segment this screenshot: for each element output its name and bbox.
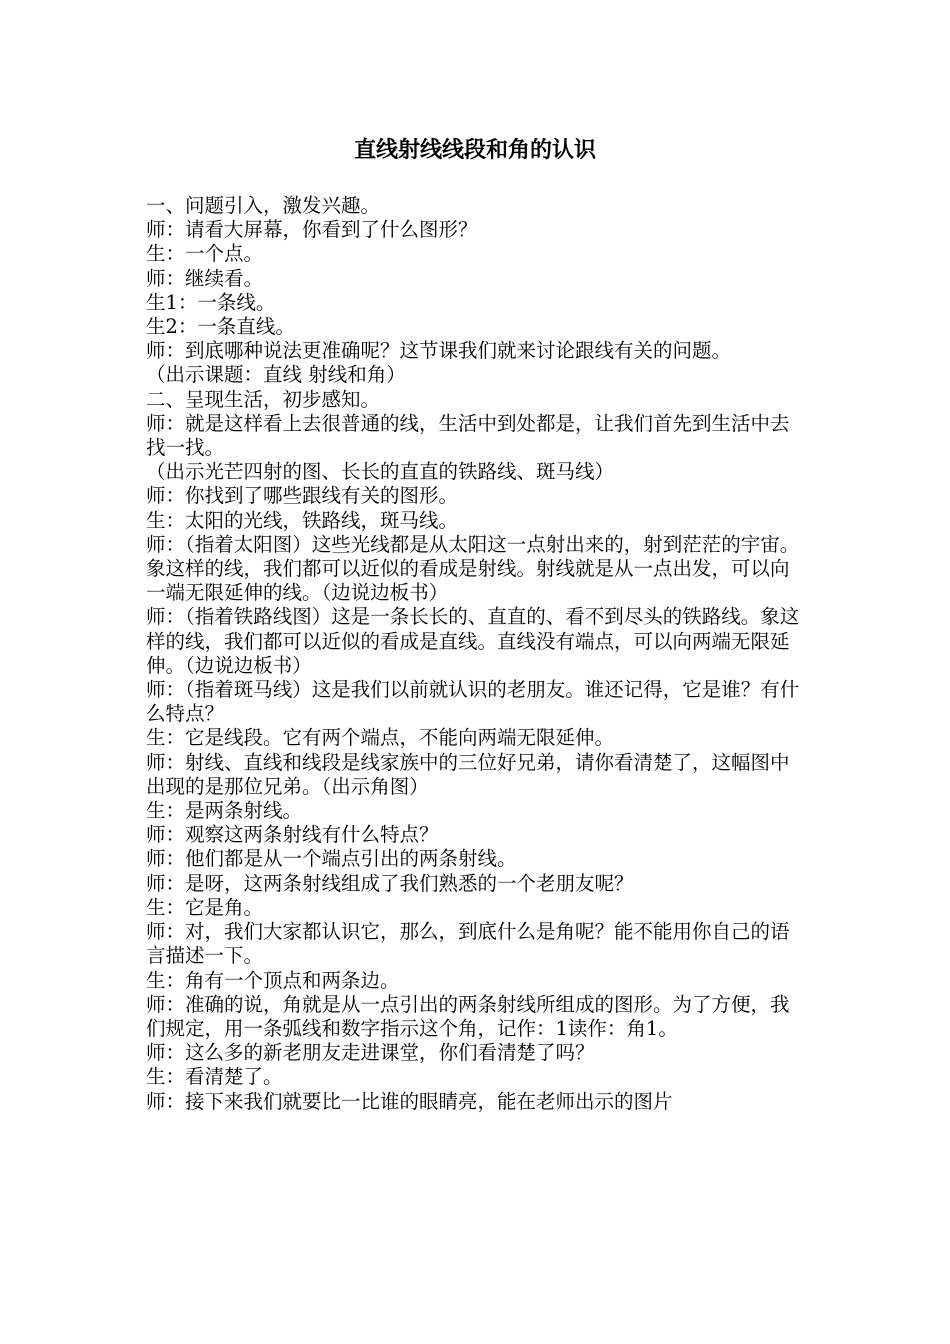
paragraph: 师：请看大屏幕，你看到了什么图形？ bbox=[146, 218, 478, 242]
paragraph: 师：是呀，这两条射线组成了我们熟悉的一个老朋友呢？ bbox=[146, 871, 634, 895]
paragraph: 师：准确的说，角就是从一点引出的两条射线所组成的图形。为了方便，我们规定，用一条弧线和数字指示这个角，记作：1读作：角1。 bbox=[146, 992, 790, 1040]
paragraph: 二、呈现生活，初步感知。 bbox=[146, 387, 381, 411]
paragraph: 生：看清楚了。 bbox=[146, 1065, 283, 1089]
paragraph: 生：太阳的光线，铁路线，斑马线。 bbox=[146, 508, 459, 532]
paragraph: 生1：一条线。 bbox=[146, 290, 276, 314]
paragraph: 师：就是这样看上去很普通的线，生活中到处都是，让我们首先到生活中去找一找。 bbox=[146, 411, 790, 460]
paragraph: 生：它是线段。它有两个端点，不能向两端无限延伸。 bbox=[146, 726, 615, 750]
paragraph: 一、问题引入，激发兴趣。 bbox=[146, 194, 381, 217]
paragraph: 师：到底哪种说法更准确呢？这节课我们就来讨论跟线有关的问题。 bbox=[146, 339, 732, 363]
paragraph: （出示光芒四射的图、长长的直直的铁路线、斑马线） bbox=[146, 460, 615, 484]
paragraph: 师：（指着斑马线）这是我们以前就认识的老朋友。谁还记得，它是谁？有什么特点？ bbox=[146, 678, 800, 726]
paragraph: 师：射线、直线和线段是线家族中的三位好兄弟，请你看清楚了，这幅图中出现的是那位兄弟。（出示角图） bbox=[146, 750, 790, 798]
document-body bbox=[146, 194, 806, 1114]
paragraph: 生：角有一个顶点和两条边。 bbox=[146, 968, 400, 992]
paragraph: （出示课题：直线 射线和角） bbox=[146, 363, 406, 387]
paragraph: 师：（指着铁路线图）这是一条长长的、直直的、看不到尽头的铁路线。象这样的线，我们都可以近似的看成是直线。直线没有端点，可以向两端无限延伸。（边说边板书） bbox=[146, 605, 800, 677]
paragraph: 师：对，我们大家都认识它，那么，到底什么是角呢？能不能用你自己的语言描述一下。 bbox=[146, 920, 790, 968]
paragraph: 师：观察这两条射线有什么特点？ bbox=[146, 823, 439, 847]
paragraph: 师：接下来我们就要比一比谁的眼睛亮，能在老师出示的图片 bbox=[146, 1089, 673, 1113]
paragraph: 师：继续看。 bbox=[146, 266, 264, 290]
paragraph: 师：（指着太阳图）这些光线都是从太阳这一点射出来的，射到茫茫的宇宙。象这样的线，我们都可以近似的看成是射线。射线就是从一点出发，可以向一端无限延伸的线。（边说边板书） bbox=[146, 532, 800, 605]
paragraph: 生：是两条射线。 bbox=[146, 799, 303, 823]
paragraph: 生：一个点。 bbox=[146, 242, 264, 266]
document-title: 直线射线线段和角的认识 bbox=[353, 137, 596, 163]
paragraph: 师：你找到了哪些跟线有关的图形。 bbox=[146, 484, 459, 508]
paragraph: 生2：一条直线。 bbox=[146, 315, 295, 339]
paragraph: 师：这么多的新老朋友走进课堂，你们看清楚了吗？ bbox=[146, 1041, 595, 1065]
paragraph: 师：他们都是从一个端点引出的两条射线。 bbox=[146, 847, 517, 871]
paragraph: 生：它是角。 bbox=[146, 895, 264, 919]
